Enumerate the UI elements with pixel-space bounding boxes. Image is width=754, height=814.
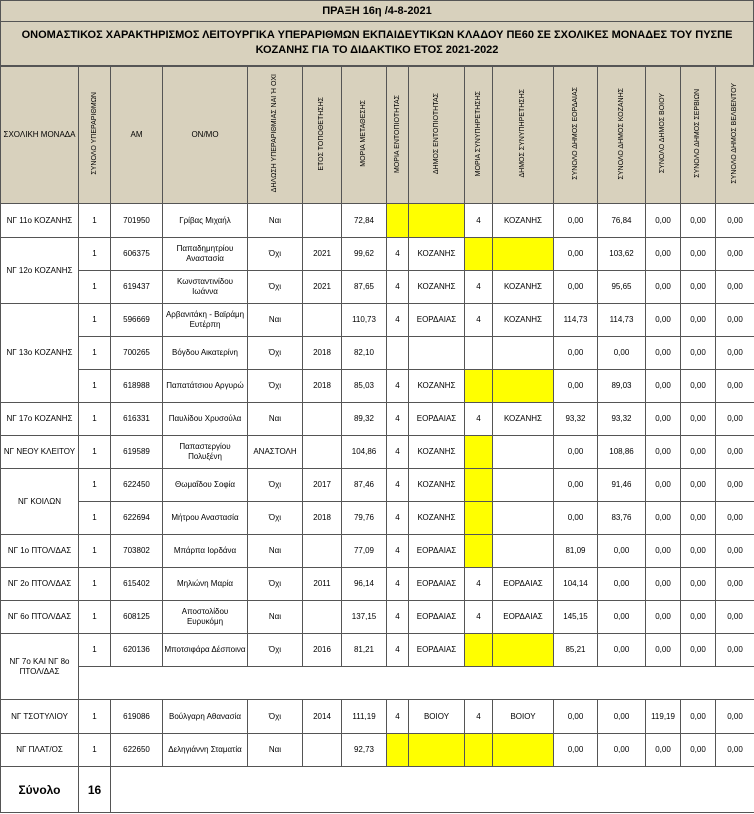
cell-am: 606375: [111, 238, 163, 271]
cell-total-voio: 0,00: [646, 436, 681, 469]
cell-locality-points: [387, 734, 409, 767]
cell-total-surplus: 1: [79, 370, 111, 403]
cell-total-velvento: 0,00: [716, 271, 754, 304]
cell-total-velvento: 0,00: [716, 535, 754, 568]
cell-name: Βούλγαρη Αθανασία: [163, 700, 248, 734]
cell-total-kozani: 83,76: [598, 502, 646, 535]
cell-declaration: Ναι: [248, 204, 303, 238]
cell-placement-year: 2017: [303, 469, 342, 502]
cell-locality-municipality: ΚΟΖΑΝΗΣ: [409, 469, 465, 502]
page-subtitle: ΟΝΟΜΑΣΤΙΚΟΣ ΧΑΡΑΚΤΗΡΙΣΜΟΣ ΛΕΙΤΟΥΡΓΙΚΑ ΥΠΕΡΑΡΙΘΜΩΝ ΕΚΠΑΙΔΕΥΤΙΚΩΝ ΚΛΑΔΟΥ ΠΕ60 ΣΕ ΣΧΟΛΙΚΕΣ ΜΟΝΑΔΕΣ ΤΟΥ ΠΥΣΠΕ ΚΟΖΑΝΗΣ ΓΙΑ ΤΟ ΔΙΔΑΚΤΙΚΟ ΕΤΟΣ 2021-2022: [0, 22, 754, 66]
cell-name: Θωμαΐδου Σοφία: [163, 469, 248, 502]
total-row: [1, 767, 754, 813]
cell-cohabitation-points: 4: [465, 204, 493, 238]
cell-school: ΝΓ ΚΟΙΛΩΝ: [1, 469, 79, 535]
cell-total-servia: 0,00: [681, 634, 716, 667]
header-total-velvento: ΣΥΝΟΛΟ ΔΗΜΟΣ ΒΕΛΒΕΝΤΟΥ: [716, 67, 754, 204]
cell-locality-municipality: ΚΟΖΑΝΗΣ: [409, 271, 465, 304]
cell-name: Βόγδου Αικατερίνη: [163, 337, 248, 370]
cell-am: 619437: [111, 271, 163, 304]
cell-locality-municipality: [409, 734, 465, 767]
cell-am: 620136: [111, 634, 163, 667]
cell-total-voio: 0,00: [646, 469, 681, 502]
cell-total-servia: 0,00: [681, 568, 716, 601]
header-name: ΟΝ/ΜΟ: [163, 67, 248, 204]
cell-total-velvento: 0,00: [716, 634, 754, 667]
cell-school: ΝΓ 2ο ΠΤΟΛ/ΔΑΣ: [1, 568, 79, 601]
cell-total-kozani: 0,00: [598, 337, 646, 370]
cell-total-velvento: 0,00: [716, 436, 754, 469]
cell-school: ΝΓ 17ο ΚΟΖΑΝΗΣ: [1, 403, 79, 436]
cell-total-servia: 0,00: [681, 304, 716, 337]
cell-declaration: Όχι: [248, 502, 303, 535]
header-locality-points: ΜΟΡΙΑ ΕΝΤΟΠΙΟΤΗΤΑΣ: [387, 67, 409, 204]
cell-placement-year: 2021: [303, 271, 342, 304]
cell-placement-year: 2021: [303, 238, 342, 271]
cell-locality-municipality: [409, 337, 465, 370]
cell-cohabitation-points: 4: [465, 700, 493, 734]
cell-total-servia: 0,00: [681, 535, 716, 568]
blank-row: [1, 667, 754, 700]
cell-placement-year: 2018: [303, 337, 342, 370]
cell-am: 700265: [111, 337, 163, 370]
cell-total-voio: 0,00: [646, 370, 681, 403]
table-row: [1, 601, 754, 634]
cell-am: 622694: [111, 502, 163, 535]
cell-am: 615402: [111, 568, 163, 601]
cell-transfer-points: 110,73: [342, 304, 387, 337]
cell-name: Παπατάτσιου Αργυρώ: [163, 370, 248, 403]
cell-total-surplus: 1: [79, 568, 111, 601]
cell-total-surplus: 1: [79, 634, 111, 667]
cell-total-servia: 0,00: [681, 469, 716, 502]
cell-cohabitation-municipality: [493, 370, 554, 403]
table-row: [1, 502, 754, 535]
cell-total-surplus: 1: [79, 469, 111, 502]
table-row: [1, 700, 754, 734]
header-row: [1, 67, 754, 204]
cell-total-velvento: 0,00: [716, 204, 754, 238]
header-declaration: ΔΗΛΩΣΗ ΥΠΕΡΑΡΙΘΜΙΑΣ ΝΑΙ Ή ΟΧΙ: [248, 67, 303, 204]
cell-placement-year: [303, 601, 342, 634]
cell-declaration: Όχι: [248, 337, 303, 370]
cell-name: Παυλίδου Χρυσούλα: [163, 403, 248, 436]
cell-name: Μήτρου Αναστασία: [163, 502, 248, 535]
cell-locality-municipality: ΚΟΖΑΝΗΣ: [409, 436, 465, 469]
cell-total-voio: 0,00: [646, 634, 681, 667]
cell-cohabitation-points: [465, 337, 493, 370]
cell-total-velvento: 0,00: [716, 304, 754, 337]
cell-placement-year: 2018: [303, 502, 342, 535]
cell-declaration: Όχι: [248, 271, 303, 304]
cell-am: 616331: [111, 403, 163, 436]
cell-total-surplus: 1: [79, 436, 111, 469]
cell-total-surplus: 1: [79, 502, 111, 535]
cell-total-eordaia: 0,00: [554, 204, 598, 238]
cell-cohabitation-points: 4: [465, 568, 493, 601]
total-value: 16: [79, 767, 111, 813]
cell-placement-year: 2014: [303, 700, 342, 734]
cell-total-servia: 0,00: [681, 436, 716, 469]
table-row: [1, 634, 754, 667]
cell-total-eordaia: 0,00: [554, 238, 598, 271]
table-row: [1, 370, 754, 403]
cell-total-surplus: 1: [79, 238, 111, 271]
cell-total-velvento: 0,00: [716, 469, 754, 502]
cell-cohabitation-municipality: [493, 238, 554, 271]
cell-cohabitation-points: [465, 469, 493, 502]
cell-locality-municipality: ΚΟΖΑΝΗΣ: [409, 370, 465, 403]
cell-locality-points: 4: [387, 568, 409, 601]
cell-total-servia: 0,00: [681, 734, 716, 767]
cell-name: Αποστολίδου Ευρυκόμη: [163, 601, 248, 634]
cell-cohabitation-points: [465, 634, 493, 667]
cell-total-eordaia: 0,00: [554, 370, 598, 403]
cell-total-kozani: 114,73: [598, 304, 646, 337]
cell-school: ΝΓ ΠΛΑΤ/ΟΣ: [1, 734, 79, 767]
cell-locality-municipality: [409, 204, 465, 238]
cell-cohabitation-municipality: [493, 634, 554, 667]
cell-total-surplus: 1: [79, 734, 111, 767]
cell-total-surplus: 1: [79, 337, 111, 370]
cell-name: Παπαστεργίου Πολυξένη: [163, 436, 248, 469]
cell-total-kozani: 91,46: [598, 469, 646, 502]
cell-declaration: Όχι: [248, 238, 303, 271]
cell-am: 622450: [111, 469, 163, 502]
cell-am: 619086: [111, 700, 163, 734]
cell-name: Δεληγιάννη Σταματία: [163, 734, 248, 767]
header-total-servia: ΣΥΝΟΛΟ ΔΗΜΟΣ ΣΕΡΒΙΩΝ: [681, 67, 716, 204]
cell-cohabitation-points: 4: [465, 601, 493, 634]
page-title: ΠΡΑΞΗ 16η /4-8-2021: [0, 0, 754, 22]
header-total-surplus: ΣΥΝΟΛΟ ΥΠΕΡΑΡΙΘΜΩΝ: [79, 67, 111, 204]
cell-total-eordaia: 0,00: [554, 436, 598, 469]
cell-cohabitation-points: [465, 436, 493, 469]
header-cohabitation-municipality: ΔΗΜΟΣ ΣΥΝΥΠΗΡΕΤΗΣΗΣ: [493, 67, 554, 204]
cell-school: ΝΓ ΤΣΟΤΥΛΙΟΥ: [1, 700, 79, 734]
cell-locality-municipality: ΕΟΡΔΑΙΑΣ: [409, 304, 465, 337]
cell-cohabitation-municipality: [493, 469, 554, 502]
cell-transfer-points: 87,46: [342, 469, 387, 502]
cell-am: 618988: [111, 370, 163, 403]
cell-total-eordaia: 0,00: [554, 271, 598, 304]
cell-name: Μηλιώνη Μαρία: [163, 568, 248, 601]
cell-total-velvento: 0,00: [716, 403, 754, 436]
cell-am: 619589: [111, 436, 163, 469]
cell-school: ΝΓ 7ο ΚΑΙ ΝΓ 8ο ΠΤΟΛ/ΔΑΣ: [1, 634, 79, 700]
cell-total-voio: 0,00: [646, 304, 681, 337]
cell-declaration: Ναι: [248, 304, 303, 337]
cell-cohabitation-municipality: ΒΟΙΟΥ: [493, 700, 554, 734]
cell-total-kozani: 93,32: [598, 403, 646, 436]
cell-cohabitation-points: 4: [465, 304, 493, 337]
cell-total-voio: 0,00: [646, 403, 681, 436]
table-row: [1, 469, 754, 502]
cell-locality-municipality: ΚΟΖΑΝΗΣ: [409, 238, 465, 271]
cell-placement-year: [303, 304, 342, 337]
cell-cohabitation-municipality: [493, 535, 554, 568]
header-cohabitation-points: ΜΟΡΙΑ ΣΥΝΥΠΗΡΕΤΗΣΗΣ: [465, 67, 493, 204]
cell-transfer-points: 87,65: [342, 271, 387, 304]
cell-transfer-points: 89,32: [342, 403, 387, 436]
cell-transfer-points: 79,76: [342, 502, 387, 535]
cell-name: Γρίβας Μιχαήλ: [163, 204, 248, 238]
cell-cohabitation-points: [465, 734, 493, 767]
cell-locality-points: 4: [387, 304, 409, 337]
cell-cohabitation-points: [465, 502, 493, 535]
blank-cell: [79, 667, 754, 700]
cell-total-velvento: 0,00: [716, 337, 754, 370]
cell-cohabitation-municipality: ΕΟΡΔΑΙΑΣ: [493, 568, 554, 601]
cell-total-voio: 0,00: [646, 601, 681, 634]
cell-total-voio: 0,00: [646, 568, 681, 601]
cell-total-servia: 0,00: [681, 271, 716, 304]
cell-total-voio: 0,00: [646, 734, 681, 767]
cell-declaration: Όχι: [248, 568, 303, 601]
cell-locality-points: 4: [387, 403, 409, 436]
cell-total-surplus: 1: [79, 403, 111, 436]
cell-am: 596669: [111, 304, 163, 337]
cell-total-surplus: 1: [79, 601, 111, 634]
cell-transfer-points: 111,19: [342, 700, 387, 734]
cell-total-surplus: 1: [79, 700, 111, 734]
cell-am: 703802: [111, 535, 163, 568]
cell-declaration: Όχι: [248, 700, 303, 734]
cell-locality-points: 4: [387, 271, 409, 304]
cell-locality-municipality: ΕΟΡΔΑΙΑΣ: [409, 568, 465, 601]
cell-name: Μπάρπα Ιορδάνα: [163, 535, 248, 568]
header-transfer-points: ΜΟΡΙΑ ΜΕΤΑΘΕΣΗΣ: [342, 67, 387, 204]
cell-cohabitation-points: [465, 535, 493, 568]
table-row: [1, 403, 754, 436]
cell-total-velvento: 0,00: [716, 238, 754, 271]
cell-total-eordaia: 145,15: [554, 601, 598, 634]
cell-total-eordaia: 0,00: [554, 469, 598, 502]
cell-am: 622650: [111, 734, 163, 767]
cell-am: 701950: [111, 204, 163, 238]
cell-cohabitation-municipality: ΚΟΖΑΝΗΣ: [493, 403, 554, 436]
cell-cohabitation-points: [465, 238, 493, 271]
cell-placement-year: 2011: [303, 568, 342, 601]
cell-school: ΝΓ 12ο ΚΟΖΑΝΗΣ: [1, 238, 79, 304]
cell-locality-points: 4: [387, 601, 409, 634]
cell-locality-points: 4: [387, 700, 409, 734]
table-row: [1, 568, 754, 601]
cell-transfer-points: 81,21: [342, 634, 387, 667]
cell-locality-municipality: ΕΟΡΔΑΙΑΣ: [409, 601, 465, 634]
cell-total-kozani: 0,00: [598, 568, 646, 601]
cell-cohabitation-municipality: ΚΟΖΑΝΗΣ: [493, 271, 554, 304]
cell-placement-year: [303, 436, 342, 469]
cell-placement-year: [303, 535, 342, 568]
cell-school: ΝΓ ΝΕΟΥ ΚΛΕΙΤΟΥ: [1, 436, 79, 469]
header-total-kozani: ΣΥΝΟΛΟ ΔΗΜΟΣ ΚΟΖΑΝΗΣ: [598, 67, 646, 204]
cell-locality-municipality: ΚΟΖΑΝΗΣ: [409, 502, 465, 535]
cell-total-eordaia: 0,00: [554, 502, 598, 535]
cell-total-velvento: 0,00: [716, 734, 754, 767]
cell-declaration: Όχι: [248, 469, 303, 502]
cell-cohabitation-municipality: [493, 734, 554, 767]
cell-locality-municipality: ΕΟΡΔΑΙΑΣ: [409, 634, 465, 667]
cell-declaration: Όχι: [248, 370, 303, 403]
cell-locality-municipality: ΒΟΙΟΥ: [409, 700, 465, 734]
cell-transfer-points: 82,10: [342, 337, 387, 370]
cell-placement-year: 2016: [303, 634, 342, 667]
table-row: [1, 337, 754, 370]
cell-total-velvento: 0,00: [716, 601, 754, 634]
table-row: [1, 271, 754, 304]
cell-school: ΝΓ 1ο ΠΤΟΛ/ΔΑΣ: [1, 535, 79, 568]
cell-total-voio: 0,00: [646, 238, 681, 271]
cell-total-surplus: 1: [79, 304, 111, 337]
cell-total-eordaia: 93,32: [554, 403, 598, 436]
cell-transfer-points: 92,73: [342, 734, 387, 767]
cell-cohabitation-points: 4: [465, 403, 493, 436]
cell-transfer-points: 99,62: [342, 238, 387, 271]
table-row: [1, 535, 754, 568]
cell-placement-year: [303, 734, 342, 767]
cell-locality-points: 4: [387, 238, 409, 271]
total-label: Σύνολο: [1, 767, 79, 813]
cell-locality-points: 4: [387, 469, 409, 502]
cell-total-voio: 0,00: [646, 337, 681, 370]
cell-total-velvento: 0,00: [716, 568, 754, 601]
cell-total-surplus: 1: [79, 535, 111, 568]
cell-total-servia: 0,00: [681, 700, 716, 734]
cell-total-kozani: 0,00: [598, 734, 646, 767]
cell-transfer-points: 137,15: [342, 601, 387, 634]
cell-locality-municipality: ΕΟΡΔΑΙΑΣ: [409, 535, 465, 568]
cell-placement-year: 2018: [303, 370, 342, 403]
cell-name: Παπαδημητρίου Αναστασία: [163, 238, 248, 271]
cell-total-eordaia: 81,09: [554, 535, 598, 568]
table-row: [1, 734, 754, 767]
cell-total-kozani: 0,00: [598, 601, 646, 634]
cell-locality-points: [387, 204, 409, 238]
cell-cohabitation-municipality: [493, 502, 554, 535]
table-body: [1, 204, 754, 813]
cell-total-voio: 0,00: [646, 535, 681, 568]
cell-total-eordaia: 114,73: [554, 304, 598, 337]
cell-total-surplus: 1: [79, 204, 111, 238]
cell-total-eordaia: 0,00: [554, 734, 598, 767]
cell-total-eordaia: 85,21: [554, 634, 598, 667]
cell-total-eordaia: 0,00: [554, 337, 598, 370]
cell-total-voio: 0,00: [646, 204, 681, 238]
table-row: [1, 436, 754, 469]
cell-total-surplus: 1: [79, 271, 111, 304]
cell-total-servia: 0,00: [681, 370, 716, 403]
surplus-teachers-table: [0, 66, 754, 813]
cell-total-servia: 0,00: [681, 601, 716, 634]
cell-total-kozani: 108,86: [598, 436, 646, 469]
cell-declaration: Ναι: [248, 601, 303, 634]
header-total-voio: ΣΥΝΟΛΟ ΔΗΜΟΣ ΒΟΙΟΥ: [646, 67, 681, 204]
cell-total-eordaia: 104,14: [554, 568, 598, 601]
header-am: ΑΜ: [111, 67, 163, 204]
cell-transfer-points: 72,84: [342, 204, 387, 238]
cell-locality-points: 4: [387, 502, 409, 535]
cell-total-kozani: 76,84: [598, 204, 646, 238]
cell-school: ΝΓ 6ο ΠΤΟΛ/ΔΑΣ: [1, 601, 79, 634]
cell-total-servia: 0,00: [681, 337, 716, 370]
cell-locality-points: 4: [387, 436, 409, 469]
header-total-eordaia: ΣΥΝΟΛΟ ΔΗΜΟΣ ΕΟΡΔΑΙΑΣ: [554, 67, 598, 204]
cell-total-servia: 0,00: [681, 238, 716, 271]
cell-name: Μποτσιφάρα Δέσποινα: [163, 634, 248, 667]
table-row: [1, 304, 754, 337]
cell-cohabitation-points: [465, 370, 493, 403]
cell-total-velvento: 0,00: [716, 370, 754, 403]
cell-placement-year: [303, 403, 342, 436]
cell-total-servia: 0,00: [681, 204, 716, 238]
cell-cohabitation-municipality: ΚΟΖΑΝΗΣ: [493, 304, 554, 337]
cell-cohabitation-municipality: ΕΟΡΔΑΙΑΣ: [493, 601, 554, 634]
cell-total-servia: 0,00: [681, 403, 716, 436]
cell-transfer-points: 85,03: [342, 370, 387, 403]
cell-locality-municipality: ΕΟΡΔΑΙΑΣ: [409, 403, 465, 436]
cell-declaration: Ναι: [248, 535, 303, 568]
cell-locality-points: 4: [387, 634, 409, 667]
cell-locality-points: [387, 337, 409, 370]
cell-cohabitation-municipality: [493, 436, 554, 469]
cell-transfer-points: 104,86: [342, 436, 387, 469]
cell-total-servia: 0,00: [681, 502, 716, 535]
cell-locality-points: 4: [387, 370, 409, 403]
cell-transfer-points: 96,14: [342, 568, 387, 601]
cell-total-voio: 119,19: [646, 700, 681, 734]
cell-declaration: Ναι: [248, 403, 303, 436]
cell-school: ΝΓ 11ο ΚΟΖΑΝΗΣ: [1, 204, 79, 238]
cell-total-velvento: 0,00: [716, 700, 754, 734]
header-school: ΣΧΟΛΙΚΗ ΜΟΝΑΔΑ: [1, 67, 79, 204]
cell-total-kozani: 95,65: [598, 271, 646, 304]
cell-declaration: Όχι: [248, 634, 303, 667]
cell-total-voio: 0,00: [646, 502, 681, 535]
cell-cohabitation-points: 4: [465, 271, 493, 304]
cell-name: Κωνσταντινίδου Ιωάννα: [163, 271, 248, 304]
cell-total-eordaia: 0,00: [554, 700, 598, 734]
cell-total-kozani: 89,03: [598, 370, 646, 403]
cell-total-kozani: 0,00: [598, 700, 646, 734]
cell-transfer-points: 77,09: [342, 535, 387, 568]
cell-am: 608125: [111, 601, 163, 634]
header-locality-municipality: ΔΗΜΟΣ ΕΝΤΟΠΙΟΤΗΤΑΣ: [409, 67, 465, 204]
cell-declaration: ΑΝΑΣΤΟΛΗ: [248, 436, 303, 469]
cell-name: Αρβανιτάκη - Βαϊράμη Ευτέρπη: [163, 304, 248, 337]
cell-school: ΝΓ 13ο ΚΟΖΑΝΗΣ: [1, 304, 79, 403]
table-row: [1, 204, 754, 238]
total-blank: [111, 767, 754, 813]
cell-total-kozani: 103,62: [598, 238, 646, 271]
cell-cohabitation-municipality: [493, 337, 554, 370]
header-placement-year: ΕΤΟΣ ΤΟΠΟΘΕΤΗΣΗΣ: [303, 67, 342, 204]
cell-total-velvento: 0,00: [716, 502, 754, 535]
cell-cohabitation-municipality: ΚΟΖΑΝΗΣ: [493, 204, 554, 238]
cell-total-kozani: 0,00: [598, 535, 646, 568]
table-row: [1, 238, 754, 271]
cell-total-voio: 0,00: [646, 271, 681, 304]
cell-declaration: Ναι: [248, 734, 303, 767]
cell-locality-points: 4: [387, 535, 409, 568]
cell-total-kozani: 0,00: [598, 634, 646, 667]
cell-placement-year: [303, 204, 342, 238]
